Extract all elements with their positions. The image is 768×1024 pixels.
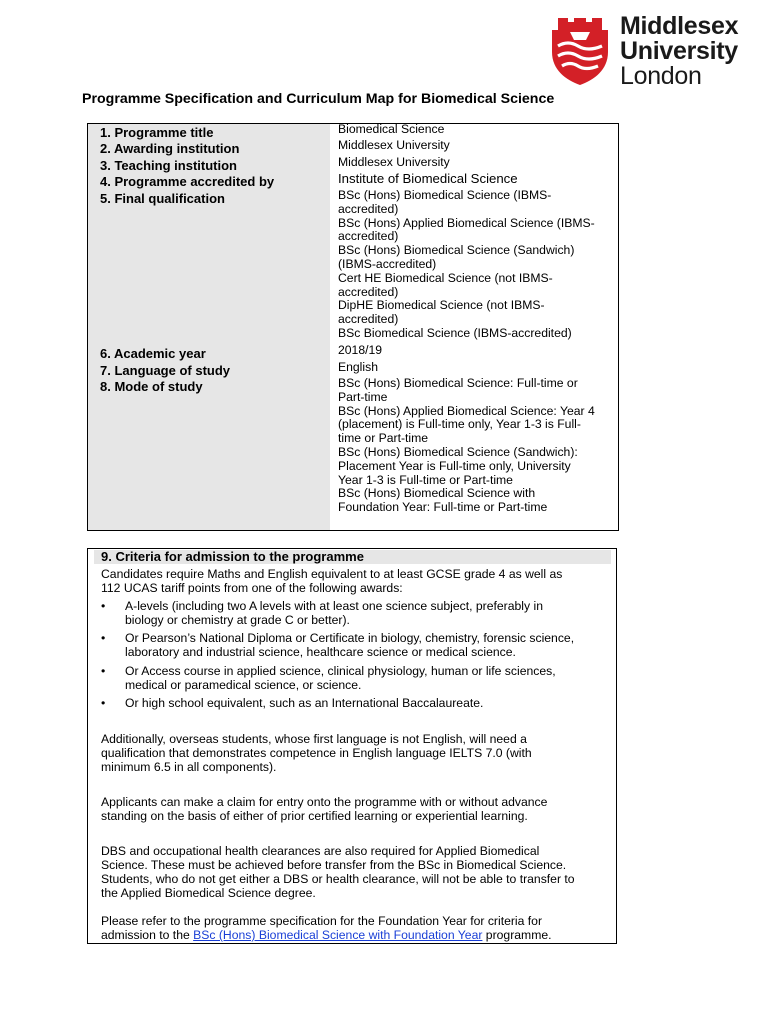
dbs-line-3: Students, who do not get either a DBS or health clearance, will not be able to transfer to (101, 872, 575, 886)
spec-value (338, 377, 616, 515)
spec-value-line: Biomedical Science (338, 122, 445, 136)
bullet-line: Or Pearson’s National Diploma or Certificate in biology, chemistry, forensic science, (125, 631, 575, 645)
spec-value-line: Year 1-3 is Full-time or Part-time (338, 472, 513, 487)
spec-label: 2. Awarding institution (100, 141, 240, 156)
spec-value (338, 361, 616, 375)
dbs-line-2: Science. These must be achieved before transfer from the BSc in Biomedical Science. (101, 858, 567, 872)
claim-line-2: standing on the basis of either of prior certified learning or experiential learning. (101, 809, 528, 823)
bullet-line: Or high school equivalent, such as an International Baccalaureate. (125, 696, 484, 710)
page-title: Programme Specification and Curriculum Map for Biomedical Science (82, 91, 555, 107)
claim-line-1: Applicants can make a claim for entry onto the programme with or without advance (101, 795, 548, 809)
bullet-icon: • (101, 631, 106, 645)
programme-spec-table (87, 123, 619, 531)
overseas-line-1: Additionally, overseas students, whose first language is not English, will need a (101, 732, 527, 746)
intro-line-2: 112 UCAS tariff points from one of the following awards: (101, 581, 403, 595)
spec-value-line: accredited) (338, 312, 399, 327)
bullet-icon: • (101, 696, 106, 710)
spec-label: 4. Programme accredited by (100, 174, 275, 189)
refer-post: programme. (482, 928, 552, 942)
spec-value-line: Cert HE Biomedical Science (not IBMS- (338, 270, 553, 285)
spec-value-line: English (338, 360, 378, 374)
spec-value-line: BSc (Hons) Biomedical Science (Sandwich): (338, 444, 578, 459)
foundation-year-link[interactable]: BSc (Hons) Biomedical Science with Foundation Year (193, 928, 483, 942)
spec-value-line: Institute of Biomedical Science (338, 171, 518, 186)
spec-value-line: accredited) (338, 284, 399, 299)
spec-value (338, 172, 616, 186)
refer-line-2 (101, 929, 552, 943)
spec-label: 3. Teaching institution (100, 158, 237, 173)
spec-value-line: BSc (Hons) Biomedical Science (Sandwich) (338, 243, 575, 258)
spec-value-line: Middlesex University (338, 155, 450, 169)
spec-value (338, 156, 616, 170)
spec-value-line: Middlesex University (338, 138, 450, 152)
spec-value-line: Part-time (338, 389, 388, 404)
spec-value (338, 189, 616, 341)
spec-value (338, 139, 616, 153)
spec-value-line: accredited) (338, 229, 399, 244)
spec-value-line: BSc Biomedical Science (IBMS-accredited) (338, 325, 572, 340)
section-heading: 9. Criteria for admission to the programme (94, 550, 611, 564)
spec-value (338, 344, 616, 358)
bullet-icon: • (101, 664, 106, 678)
spec-value-line: (IBMS-accredited) (338, 256, 437, 271)
refer-line-1: Please refer to the programme specification for the Foundation Year for criteria for (101, 914, 543, 928)
university-logo (548, 14, 748, 90)
spec-value-line: BSc (Hons) Applied Biomedical Science: Year 4 (338, 403, 595, 418)
overseas-line-3: minimum 6.5 in all components). (101, 760, 277, 774)
dbs-line-1: DBS and occupational health clearances are also required for Applied Biomedical (101, 844, 540, 858)
logo-line-2: University (620, 37, 738, 65)
spec-label: 1. Programme title (100, 125, 214, 140)
spec-value-line: BSc (Hons) Biomedical Science (IBMS- (338, 188, 552, 202)
admission-criteria-section (87, 548, 617, 944)
spec-value-line: 2018/19 (338, 343, 383, 357)
spec-label: 5. Final qualification (100, 191, 225, 206)
bullet-line: laboratory and industrial science, healthcare science or medical science. (125, 644, 516, 659)
spec-value (338, 123, 616, 137)
spec-value-line: Foundation Year: Full-time or Part-time (338, 500, 548, 515)
bullet-line: medical or paramedical science, or science. (125, 677, 362, 692)
spec-value-line: DipHE Biomedical Science (not IBMS- (338, 298, 545, 313)
logo-line-1: Middlesex (620, 12, 739, 40)
bullet-line: Or Access course in applied science, clinical physiology, human or life sciences, (125, 664, 556, 678)
spec-value-line: Placement Year is Full-time only, University (338, 458, 571, 473)
spec-value-line: BSc (Hons) Biomedical Science with (338, 486, 536, 501)
spec-label: 7. Language of study (100, 363, 231, 378)
spec-label: 8. Mode of study (100, 379, 203, 394)
spec-value-line: BSc (Hons) Biomedical Science: Full-time or (338, 376, 578, 390)
intro-line-1: Candidates require Maths and English equivalent to at least GCSE grade 4 as well as (101, 567, 563, 581)
logo-wordmark (620, 14, 738, 89)
bullet-icon: • (101, 599, 106, 613)
bullet-line: A-levels (including two A levels with at least one science subject, preferably in (125, 599, 543, 613)
logo-line-3: London (620, 62, 702, 90)
bullet-line: biology or chemistry at grade C or better). (125, 612, 350, 627)
spec-value-line: time or Part-time (338, 431, 429, 446)
spec-value-line: (placement) is Full-time only, Year 1-3 is Full- (338, 417, 581, 432)
overseas-line-2: qualification that demonstrates competence in English language IELTS 7.0 (with (101, 746, 532, 760)
spec-value-line: accredited) (338, 201, 399, 216)
spec-value-line: BSc (Hons) Applied Biomedical Science (IBMS- (338, 215, 595, 230)
dbs-line-4: the Applied Biomedical Science degree. (101, 886, 316, 900)
refer-pre: admission to the (101, 928, 194, 942)
shield-crest-icon (548, 16, 612, 86)
spec-label: 6. Academic year (100, 346, 206, 361)
